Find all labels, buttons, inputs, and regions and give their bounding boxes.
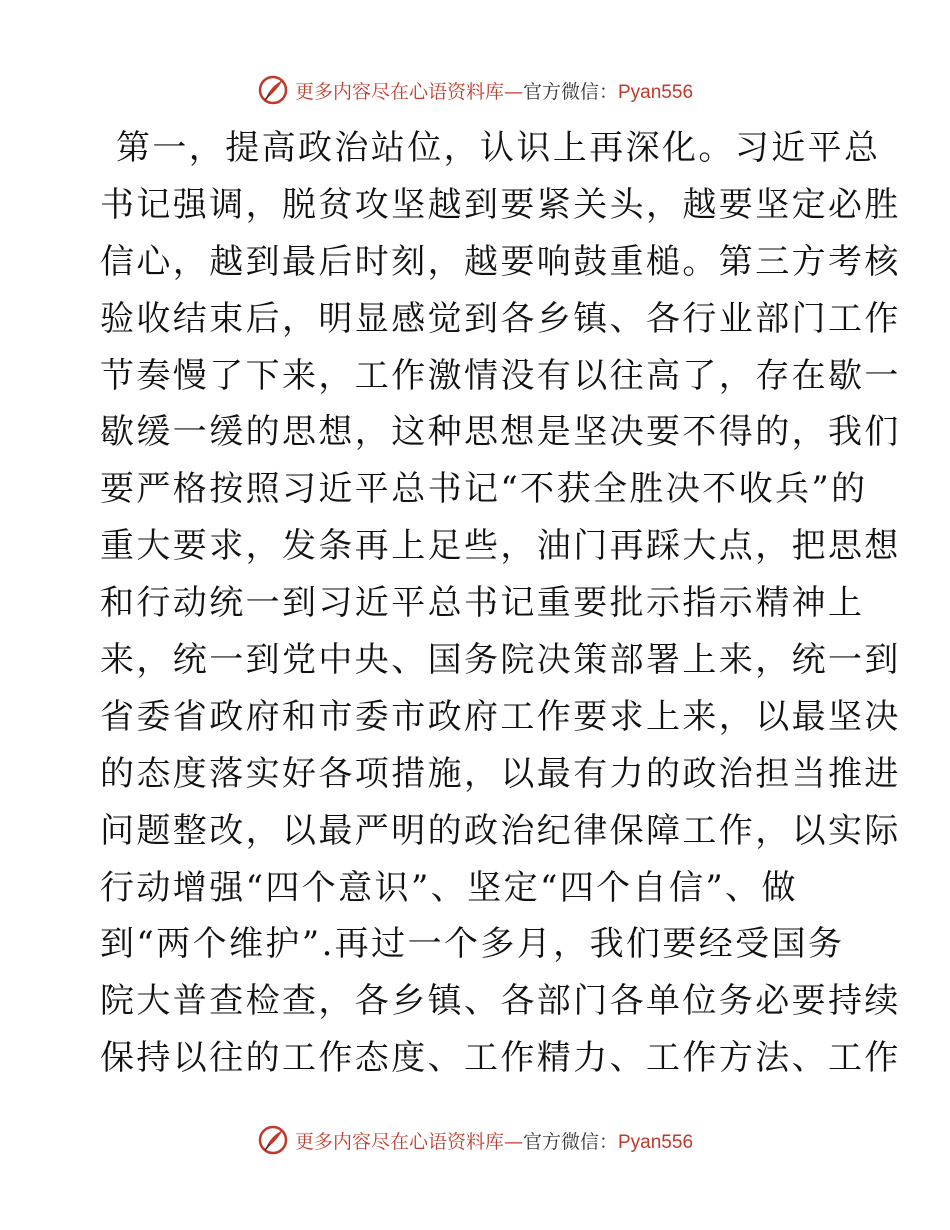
text-line: 来，统一到党中央、国务院决策部署上来，统一到 [100, 640, 901, 681]
watermark-site-text: 更多内容尽在心语资料库 [294, 1130, 504, 1153]
watermark-wechat-label: 官方微信： [522, 80, 618, 103]
watermark-separator: — [503, 1130, 523, 1153]
text-line: 到“两个维护”.再过一个多月，我们要经受国务 [100, 924, 845, 965]
footer-watermark [0, 1120, 950, 1160]
watermark-text [295, 1127, 693, 1154]
text-line: 信心，越到最后时刻，越要响鼓重槌。第三方考核 [100, 241, 901, 282]
watermark-wechat-id: Pyan556 [618, 81, 694, 103]
text-line: 节奏慢了下来，工作激情没有以往高了，存在歇一 [100, 355, 901, 396]
watermark-wechat-label: 官方微信： [522, 1130, 618, 1153]
quill-pen-logo-icon [257, 74, 289, 106]
text-line: 第一，提高政治站位，认识上再深化。习近平总 [116, 128, 881, 168]
text-line: 的态度落实好各项措施，以最有力的政治担当推进 [100, 753, 901, 794]
watermark-site-text: 更多内容尽在心语资料库 [294, 80, 504, 103]
text-line: 验收结束后，明显感觉到各乡镇、各行业部门工作 [100, 298, 901, 339]
text-line: 问题整改，以最严明的政治纪律保障工作，以实际 [100, 810, 901, 851]
text-line: 院大普查检查，各乡镇、各部门各单位务必要持续 [100, 981, 901, 1022]
quill-pen-logo-icon [257, 1124, 289, 1156]
text-line: 和行动统一到习近平总书记重要批示指示精神上 [100, 583, 865, 624]
header-watermark [0, 70, 950, 110]
text-line: 书记强调，脱贫攻坚越到要紧关头，越要坚定必胜 [100, 184, 901, 225]
document-body [100, 120, 901, 1087]
text-line: 重大要求，发条再上足些，油门再踩大点，把思想 [100, 526, 901, 567]
text-line: 要严格按照习近平总书记“不获全胜决不收兵”的 [100, 469, 868, 510]
watermark-wechat-id: Pyan556 [618, 1131, 694, 1153]
watermark-separator: — [503, 80, 523, 103]
text-line: 保持以往的工作态度、工作精力、工作方法、工作 [100, 1038, 901, 1079]
text-line: 省委省政府和市委市政府工作要求上来，以最坚决 [100, 696, 901, 737]
text-line: 行动增强“四个意识”、坚定“四个自信”、做 [100, 867, 798, 908]
watermark-text [295, 77, 693, 104]
text-line: 歇缓一缓的思想，这种思想是坚决要不得的，我们 [100, 412, 901, 453]
